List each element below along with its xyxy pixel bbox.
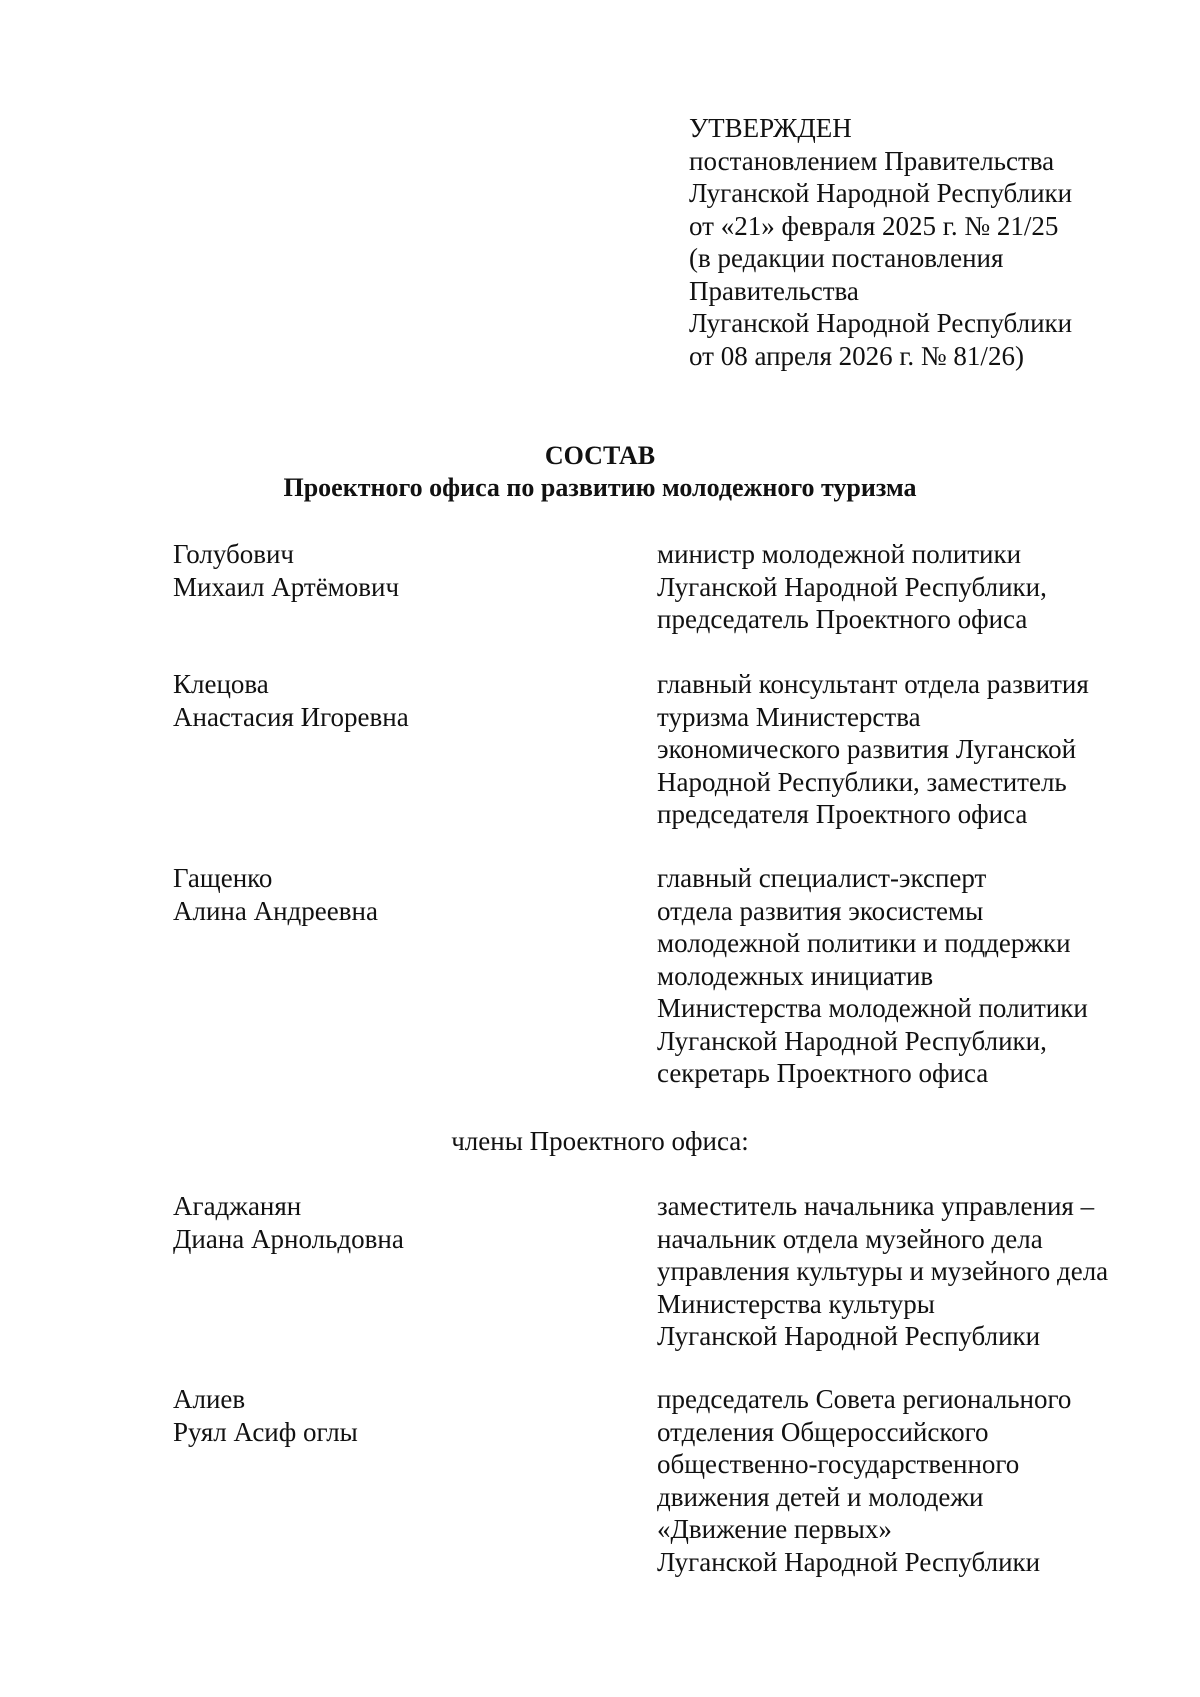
role-line: секретарь Проектного офиса bbox=[657, 1058, 989, 1088]
approval-line: от «21» февраля 2025 г. № 21/25 bbox=[689, 210, 1059, 241]
role-line: движения детей и молодежи bbox=[657, 1481, 984, 1512]
member-name bbox=[173, 1190, 613, 1255]
role-line: управления культуры и музейного дела bbox=[657, 1256, 1109, 1286]
member-surname: Гащенко bbox=[173, 863, 273, 893]
role-line: главный специалист-эксперт bbox=[657, 863, 987, 893]
role-line: Министерства культуры bbox=[657, 1288, 935, 1319]
approval-line: Правительства bbox=[689, 275, 859, 306]
role-line: Министерства молодежной политики bbox=[657, 993, 1088, 1023]
role-line: экономического развития Луганской bbox=[657, 734, 1077, 764]
member-surname: Агаджанян bbox=[173, 1191, 302, 1221]
member-surname: Клецова bbox=[173, 669, 269, 699]
role-line: туризма Министерства bbox=[657, 701, 921, 732]
member-surname: Голубович bbox=[173, 539, 295, 569]
document-subtitle: Проектного офиса по развитию молодежного туризма bbox=[283, 473, 917, 502]
role-line: Луганской Народной Республики, bbox=[657, 571, 1047, 602]
role-line: председатель Проектного офиса bbox=[657, 604, 1028, 634]
member-role bbox=[657, 1190, 1177, 1353]
role-line: молодежных инициатив bbox=[657, 960, 934, 991]
approval-line: постановлением Правительства bbox=[689, 145, 1055, 176]
role-line: заместитель начальника управления – bbox=[657, 1191, 1095, 1221]
approval-line: от 08 апреля 2026 г. № 81/26) bbox=[689, 340, 1024, 371]
member-name bbox=[173, 538, 613, 603]
member-given-names: Алина Андреевна bbox=[173, 895, 378, 926]
member-given-names: Михаил Артёмович bbox=[173, 571, 400, 602]
role-line: «Движение первых» bbox=[657, 1514, 892, 1544]
member-role bbox=[657, 1383, 1177, 1578]
role-line: Луганской Народной Республики bbox=[657, 1321, 1041, 1351]
role-line: Луганской Народной Республики, bbox=[657, 1025, 1047, 1056]
role-line: общественно-государственного bbox=[657, 1449, 1020, 1479]
role-line: председателя Проектного офиса bbox=[657, 799, 1028, 829]
member-role bbox=[657, 538, 1177, 636]
member-given-names: Диана Арнольдовна bbox=[173, 1223, 404, 1254]
role-line: отдела развития экосистемы bbox=[657, 895, 984, 926]
document-title: СОСТАВ bbox=[544, 441, 656, 470]
approval-line: Луганской Народной Республики bbox=[689, 178, 1073, 208]
member-role bbox=[657, 668, 1177, 831]
member-given-names: Руял Асиф оглы bbox=[173, 1416, 358, 1447]
approval-stamp-block bbox=[689, 112, 1159, 372]
approval-line: (в редакции постановления bbox=[689, 243, 1004, 273]
member-role bbox=[657, 862, 1177, 1090]
role-line: главный консультант отдела развития bbox=[657, 669, 1089, 699]
role-line: молодежной политики и поддержки bbox=[657, 928, 1071, 958]
role-line: Народной Республики, заместитель bbox=[657, 766, 1067, 797]
approval-line: УТВЕРЖДЕН bbox=[689, 113, 852, 143]
member-given-names: Анастасия Игоревна bbox=[173, 701, 409, 732]
role-line: председатель Совета регионального bbox=[657, 1384, 1072, 1414]
approval-line: Луганской Народной Республики bbox=[689, 308, 1073, 338]
role-line: отделения Общероссийского bbox=[657, 1416, 989, 1447]
role-line: начальник отдела музейного дела bbox=[657, 1223, 1043, 1254]
member-name bbox=[173, 1383, 613, 1448]
role-line: министр молодежной политики bbox=[657, 539, 1022, 569]
member-name bbox=[173, 862, 613, 927]
role-line: Луганской Народной Республики bbox=[657, 1546, 1041, 1577]
member-name bbox=[173, 668, 613, 733]
member-surname: Алиев bbox=[173, 1384, 246, 1414]
members-section-caption: члены Проектного офиса: bbox=[451, 1126, 749, 1156]
